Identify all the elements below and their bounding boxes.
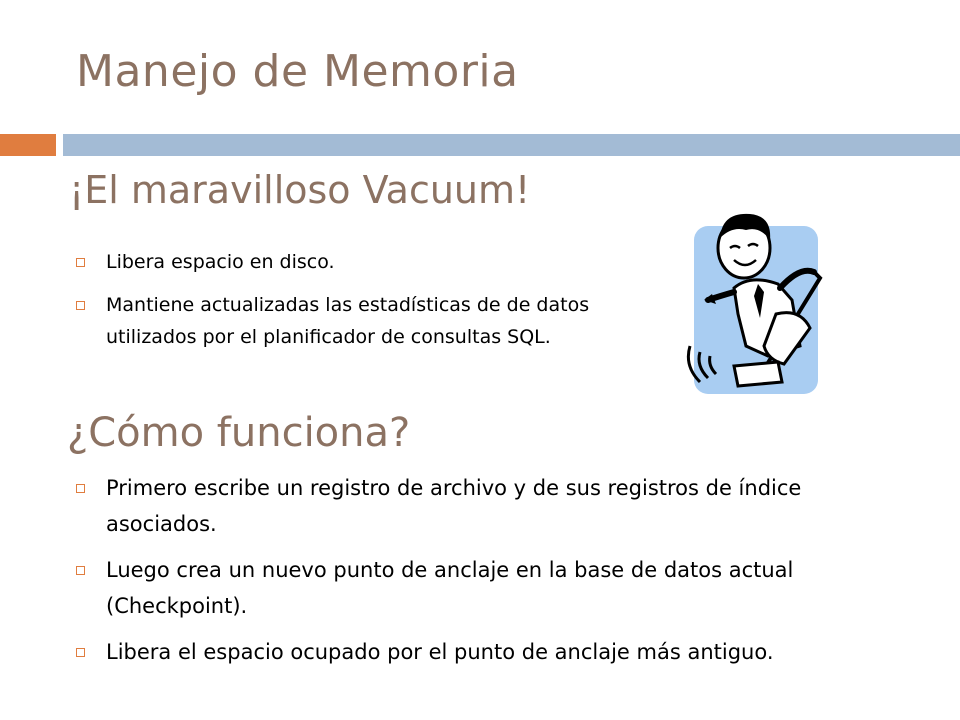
bullet-text: Libera espacio en disco. [106, 251, 335, 273]
bullet-text: Luego crea un nuevo punto de anclaje en la base de datos actual (Checkpoint). [106, 558, 794, 618]
vacuum-bullet-list [66, 246, 626, 364]
clipart-vacuum-base [734, 362, 782, 386]
bullet-text: Primero escribe un registro de archivo y de sus registros de índice asociados. [106, 476, 802, 536]
accent-bar-orange [0, 134, 56, 156]
list-item [66, 246, 626, 278]
how-it-works-bullet-list [66, 470, 896, 680]
list-item [66, 470, 896, 542]
bullet-square-icon [76, 258, 85, 267]
bullet-text: Mantiene actualizadas las estadísticas de de datos utilizados por el planificador de consultas SQL. [106, 294, 590, 348]
list-item [66, 552, 896, 624]
list-item [66, 634, 896, 670]
bullet-square-icon [76, 301, 85, 310]
bullet-text: Libera el espacio ocupado por el punto de anclaje más antiguo. [106, 640, 774, 664]
bullet-square-icon [76, 484, 85, 493]
list-item [66, 289, 626, 353]
accent-bar-blue [63, 134, 960, 156]
slide-title: Manejo de Memoria [76, 46, 519, 97]
section-heading-how-it-works: ¿Cómo funciona? [67, 410, 411, 456]
bullet-square-icon [76, 566, 85, 575]
section-heading-vacuum: ¡El maravilloso Vacuum! [69, 168, 531, 212]
man-with-vacuum-clipart-icon [650, 196, 850, 396]
bullet-square-icon [76, 648, 85, 657]
